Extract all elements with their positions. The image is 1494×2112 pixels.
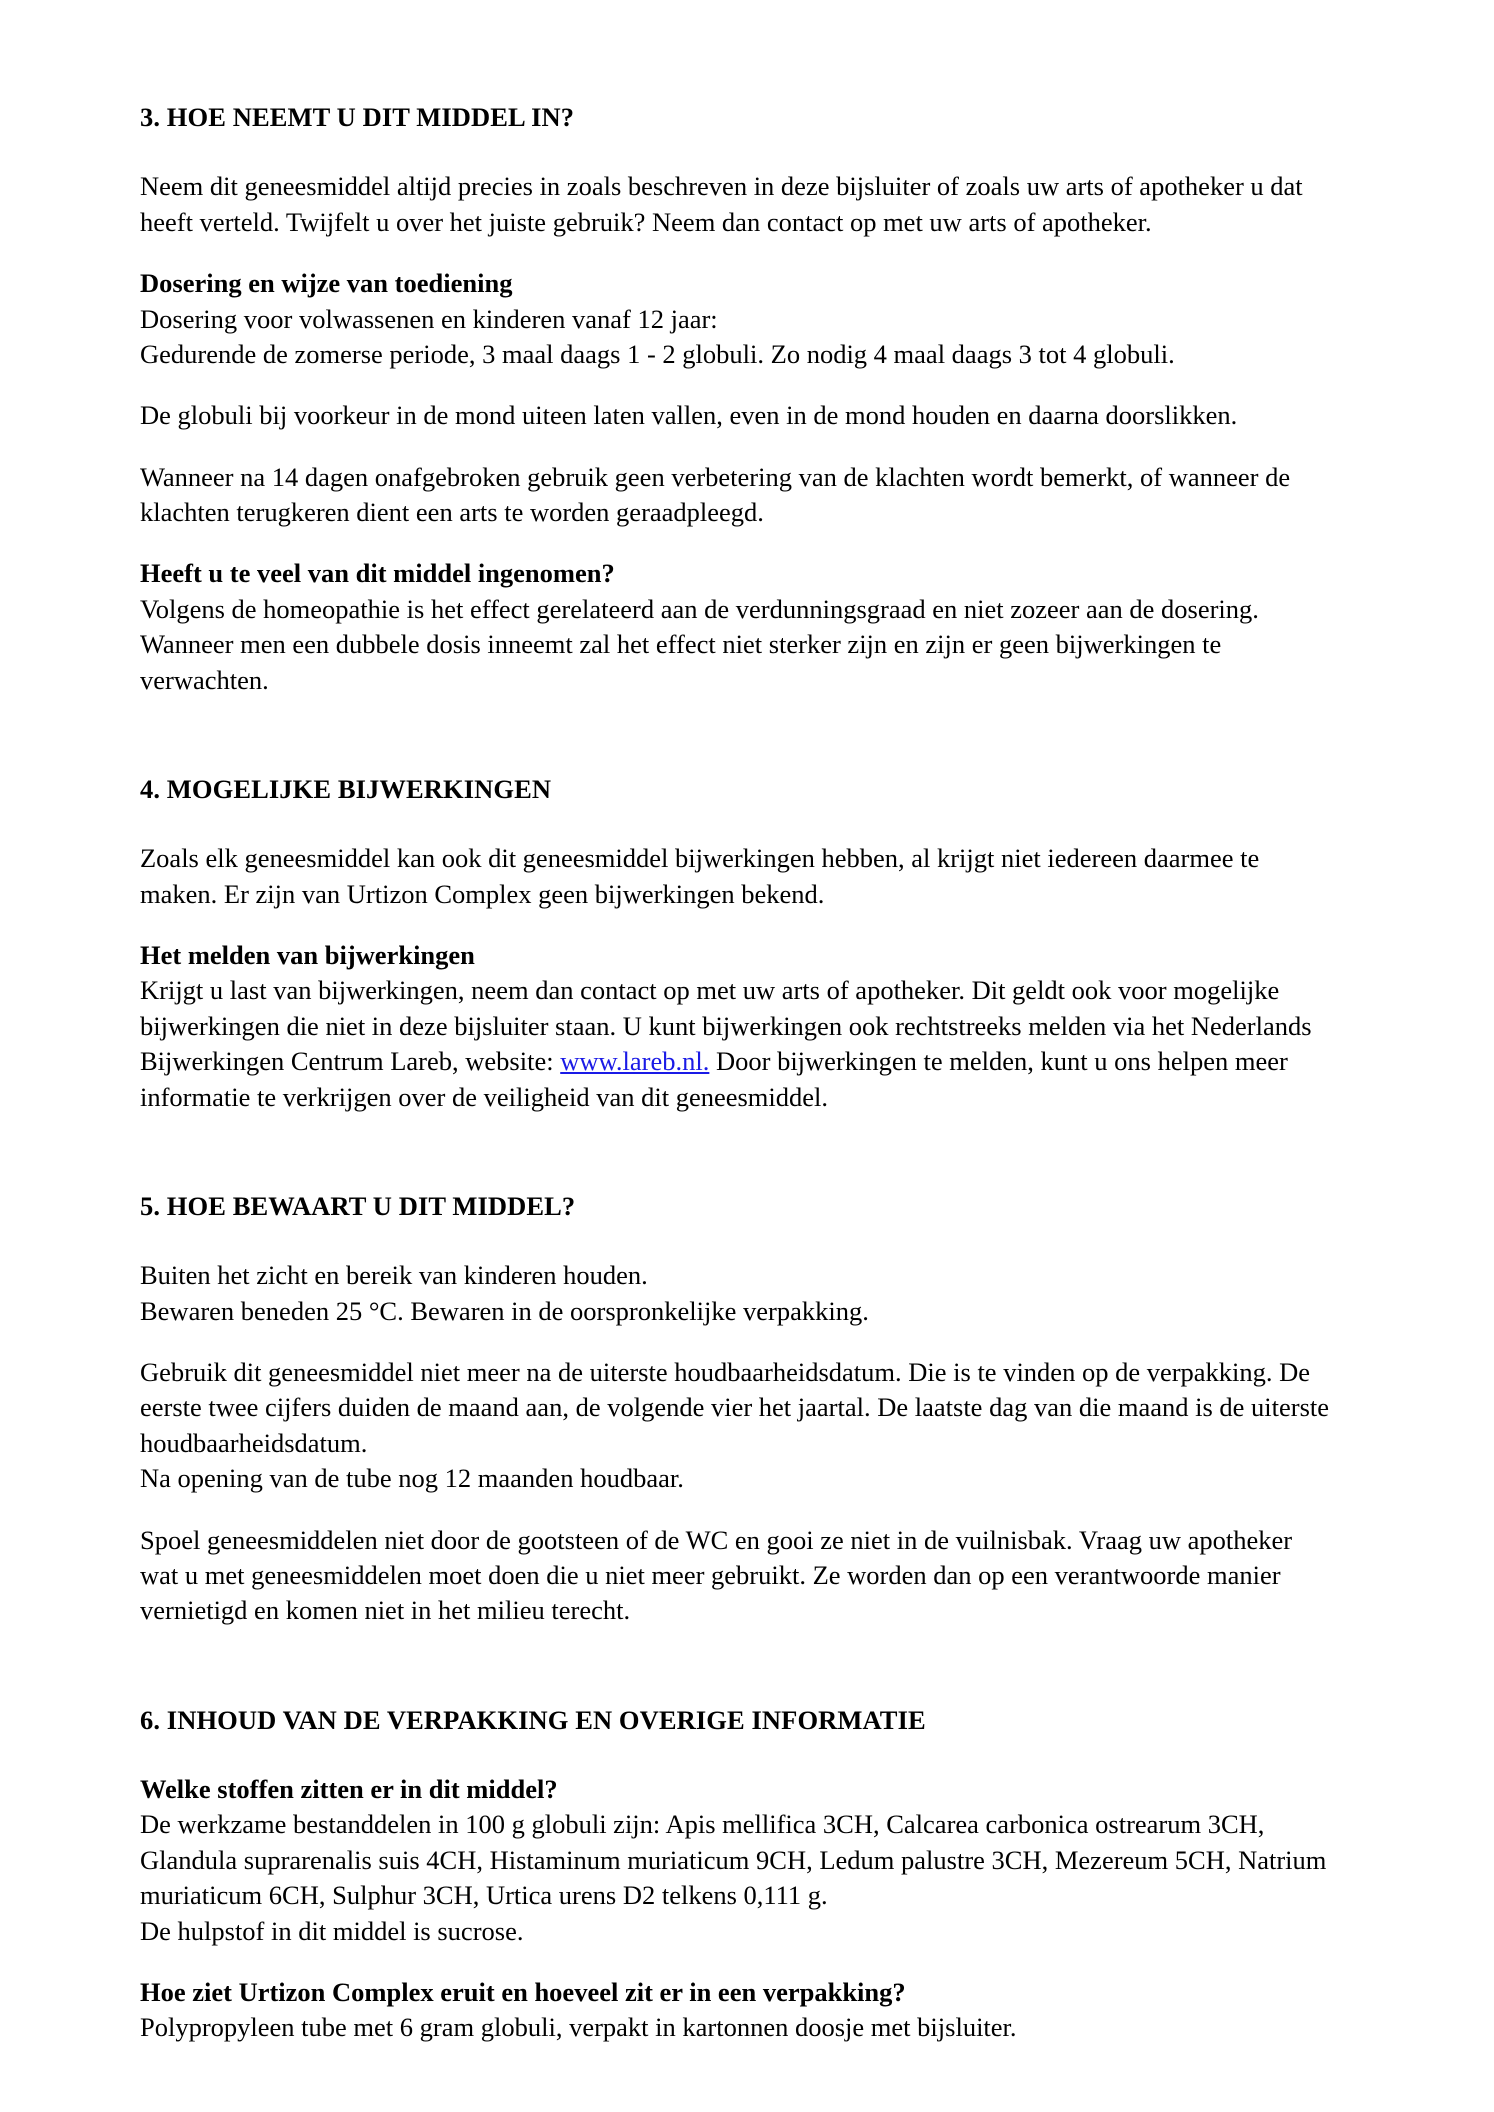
melden-text-after: Door bijwerkingen te melden, kunt u ons helpen meer informatie te verkrijgen over de veiligheid van dit geneesmiddel. <box>140 1046 1288 1112</box>
paragraph-werkzame-bestanddelen: De werkzame bestanddelen in 100 g globuli zijn: Apis mellifica 3CH, Calcarea carbonica ostrearum 3CH, Glandula suprarenalis suis 4CH, Histaminum muriaticum 9CH, Ledum palustre 3CH, Mezereum 5CH, Natrium muriaticum 6CH, Sulphur 3CH, Urtica urens D2 telkens 0,111 g. <box>140 1809 1327 1911</box>
melden-text-before: Krijgt u last van bijwerkingen, neem dan contact op met uw arts of apotheker. Dit geldt ook voor mogelijke bijwerkingen die niet in deze bijsluiter staan. U kunt bijwerkingen ook rechtstreeks melden via het Nederlands Bijwerkingen Centrum Lareb, website: <box>140 975 1312 1077</box>
paragraph-melden <box>140 973 1330 1115</box>
spacer <box>140 240 1330 266</box>
section-4 <box>140 772 1330 1115</box>
paragraph-hulpstof: De hulpstof in dit middel is sucrose. <box>140 1915 524 1946</box>
subheading-melden: Het melden van bijwerkingen <box>140 940 475 970</box>
section-heading-4: 4. MOGELIJKE BIJWERKINGEN <box>140 773 552 804</box>
spacer <box>140 1738 1330 1772</box>
paragraph-bijwerkingen-intro: Zoals elk geneesmiddel kan ook dit geneesmiddel bijwerkingen hebben, al krijgt niet iedereen daarmee te maken. Er zijn van Urtizon Complex geen bijwerkingen bekend. <box>140 843 1260 909</box>
paragraph-dosering-zomerse: Gedurende de zomerse periode, 3 maal daags 1 - 2 globuli. Zo nodig 4 maal daags 3 tot 4 globuli. <box>140 338 1175 369</box>
paragraph-houdbaarheidsdatum: Gebruik dit geneesmiddel niet meer na de uiterste houdbaarheidsdatum. Die is te vinden op de verpakking. De eerste twee cijfers duiden de maand aan, de volgende vier het jaartal. De laatste dag van die maand is de uiterste houdbaarheidsdatum. <box>140 1357 1330 1458</box>
subheading-overdosering: Heeft u te veel van dit middel ingenomen? <box>140 558 615 589</box>
section-heading-3: 3. HOE NEEMT U DIT MIDDEL IN? <box>140 102 575 132</box>
paragraph-globuli-mond: De globuli bij voorkeur in de mond uiteen laten vallen, even in de mond houden en daarna doorslikken. <box>140 400 1238 431</box>
paragraph-dosering-volwassenen: Dosering voor volwassenen en kinderen vanaf 12 jaar: <box>140 303 718 334</box>
subheading-dosering: Dosering en wijze van toediening <box>140 268 513 299</box>
spacer <box>140 698 1330 772</box>
paragraph-14-dagen: Wanneer na 14 dagen onafgebroken gebruik geen verbetering van de klachten wordt bemerkt, of wanneer de klachten terugkeren dient een arts te worden geraadpleegd. <box>140 461 1291 527</box>
spacer <box>140 807 1330 841</box>
spacer <box>140 1949 1330 1975</box>
paragraph-buiten-bereik: Buiten het zicht en bereik van kinderen houden. <box>140 1260 648 1291</box>
section-3 <box>140 100 1330 698</box>
paragraph-bewaren-temperatuur: Bewaren beneden 25 °C. Bewaren in de oorspronkelijke verpakking. <box>140 1295 869 1326</box>
section-heading-6: 6. INHOUD VAN DE VERPAKKING EN OVERIGE INFORMATIE <box>140 1704 926 1735</box>
spacer <box>140 434 1330 460</box>
section-5 <box>140 1189 1330 1629</box>
spacer <box>140 1497 1330 1523</box>
paragraph-intro: Neem dit geneesmiddel altijd precies in zoals beschreven in deze bijsluiter of zoals uw arts of apotheker u dat heeft verteld. Twijfelt u over het juiste gebruik? Neem dan contact op met uw arts of apotheker. <box>140 171 1303 237</box>
spacer <box>140 1115 1330 1189</box>
spacer <box>140 135 1330 169</box>
paragraph-verpakking: Polypropyleen tube met 6 gram globuli, verpakt in kartonnen doosje met bijsluiter. <box>140 2012 1017 2043</box>
spacer <box>140 1329 1330 1355</box>
lareb-website-link[interactable]: www.lareb.nl. <box>560 1046 710 1077</box>
subheading-welke-stoffen: Welke stoffen zitten er in dit middel? <box>140 1774 558 1804</box>
paragraph-afvalverwerking: Spoel geneesmiddelen niet door de gootsteen of de WC en gooi ze niet in de vuilnisbak. Vraag uw apotheker wat u met geneesmiddelen moet doen die u niet meer gebruikt. Ze worden dan op een verantwoorde manier vernietigd en komen niet in het milieu terecht. <box>140 1524 1293 1626</box>
section-heading-5: 5. HOE BEWAART U DIT MIDDEL? <box>140 1190 576 1221</box>
section-6 <box>140 1703 1330 2046</box>
paragraph-na-opening: Na opening van de tube nog 12 maanden houdbaar. <box>140 1463 684 1494</box>
subheading-verpakking: Hoe ziet Urtizon Complex eruit en hoeveel zit er in een verpakking? <box>140 1976 906 2007</box>
paragraph-overdosering: Volgens de homeopathie is het effect gerelateerd aan de verdunningsgraad en niet zozeer aan de dosering. Wanneer men een dubbele dosis inneemt zal het effect niet sterker zijn en zijn er geen bijwerkingen te verwachten. <box>140 593 1259 695</box>
spacer <box>140 530 1330 556</box>
spacer <box>140 372 1330 398</box>
spacer <box>140 1224 1330 1258</box>
spacer <box>140 912 1330 938</box>
spacer <box>140 1629 1330 1703</box>
document-body <box>140 100 1330 2046</box>
